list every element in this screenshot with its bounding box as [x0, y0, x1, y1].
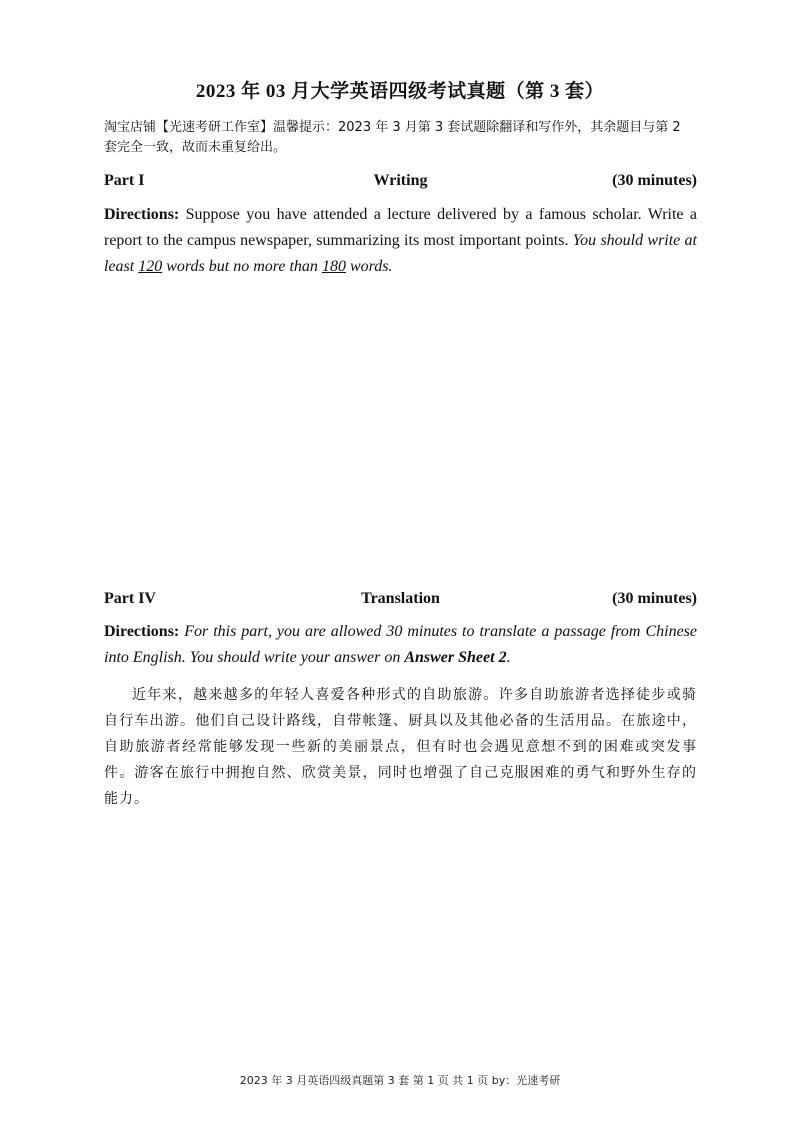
- part1-name: Writing: [373, 172, 428, 189]
- part4-time: (30 minutes): [612, 590, 697, 607]
- part1-directions-label: Directions:: [104, 206, 180, 223]
- part1-label: Part I: [104, 172, 145, 189]
- part4-directions: [104, 619, 697, 671]
- part1-directions-italic-3: words.: [345, 258, 393, 275]
- translation-passage: 近年来，越来越多的年轻人喜爱各种形式的自助旅游。许多自助旅游者选择徒步或骑自行车出游。他们自己设计路线，自带帐篷、厨具以及其他必备的生活用品。在旅途中，自助旅游者经常能够发现一些新的美丽景点，但有时也会遇见意想不到的困难或突发事件。游客在旅行中拥抱自然、欣赏美景，同时也增强了自己克服困难的勇气和野外生存的能力。: [104, 687, 697, 807]
- part1-directions-italic-2: words but no more than: [162, 258, 322, 275]
- page-footer: 2023 年 3 月英语四级真题第 3 套 第 1 页 共 1 页 by：光速考研: [239, 1074, 561, 1087]
- notice-text: 淘宝店铺【光速考研工作室】温馨提示：2023 年 3 月第 3 套试题除翻译和写作外，其余题目与第 2 套完全一致，故而未重复给出。: [104, 120, 681, 155]
- part4-header: [104, 590, 697, 612]
- part4-directions-end: .: [506, 649, 511, 666]
- part1-min-words: 120: [138, 258, 163, 275]
- page-title: 2023 年 03 月大学英语四级考试真题（第 3 套）: [195, 81, 605, 102]
- part1-header: [104, 172, 697, 194]
- part1-directions: [104, 202, 697, 280]
- part4-name: Translation: [361, 590, 440, 607]
- part1-directions-text: Suppose you have attended a lecture delivered by a famous scholar. Write a report to the campus newspaper, summarizing its most important points.: [104, 206, 697, 249]
- part4-directions-label: Directions:: [104, 623, 180, 640]
- part1-directions-italic-1: You should write at least: [104, 232, 698, 275]
- part1-time: (30 minutes): [612, 172, 697, 189]
- part4-answer-sheet: Answer Sheet 2: [404, 649, 507, 666]
- part4-directions-italic: For this part, you are allowed 30 minutes to translate a passage from Chinese into English. You should write your answer on: [104, 623, 697, 666]
- part1-max-words: 180: [321, 258, 346, 275]
- part4-label: Part IV: [104, 590, 156, 607]
